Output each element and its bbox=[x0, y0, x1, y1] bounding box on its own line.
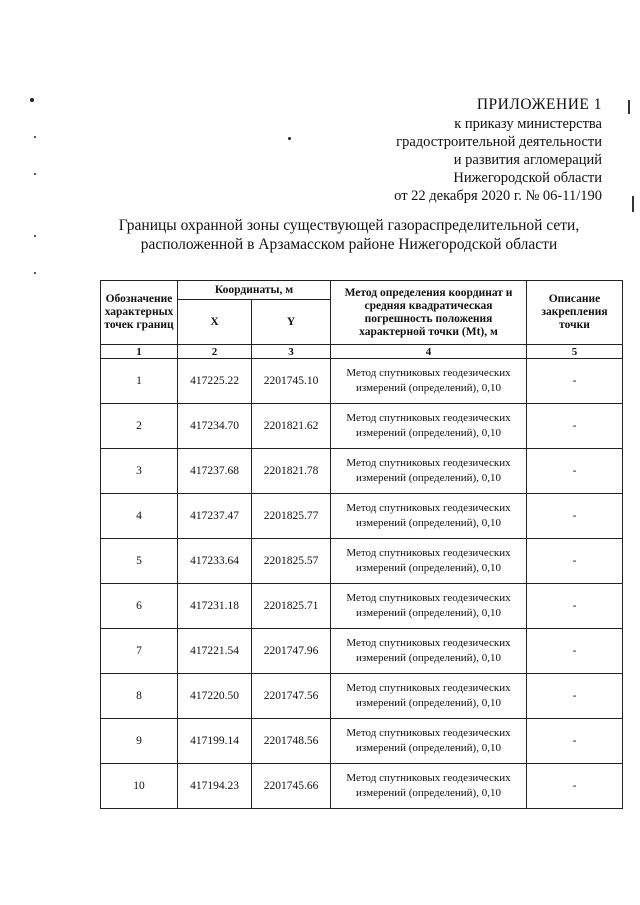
document-title bbox=[0, 216, 640, 254]
coordinate-x: 417231.18 bbox=[178, 584, 252, 629]
description-cell: - bbox=[527, 449, 623, 494]
coordinates-table bbox=[100, 280, 623, 809]
method-cell: Метод спутниковых геодезических измерений (определений), 0,10 bbox=[331, 764, 527, 809]
scan-speck bbox=[34, 136, 36, 138]
method-cell: Метод спутниковых геодезических измерений (определений), 0,10 bbox=[331, 719, 527, 764]
coordinate-x: 417225.22 bbox=[178, 359, 252, 404]
appendix-title: ПРИЛОЖЕНИЕ 1 bbox=[476, 96, 602, 113]
appendix-line: градостроительной деятельности bbox=[396, 134, 602, 150]
coordinate-y: 2201825.71 bbox=[252, 584, 331, 629]
appendix-header bbox=[322, 96, 602, 205]
column-number: 4 bbox=[331, 345, 527, 359]
scan-edge-mark bbox=[632, 196, 634, 212]
appendix-line: к приказу министерства bbox=[454, 116, 602, 132]
appendix-line: и развития агломераций bbox=[453, 152, 602, 168]
scan-speck bbox=[34, 173, 36, 175]
header-coordinates: Координаты, м bbox=[178, 281, 331, 300]
coordinate-y: 2201821.62 bbox=[252, 404, 331, 449]
column-number: 1 bbox=[101, 345, 178, 359]
coordinate-y: 2201821.78 bbox=[252, 449, 331, 494]
description-cell: - bbox=[527, 404, 623, 449]
coordinate-x: 417220.50 bbox=[178, 674, 252, 719]
point-number: 1 bbox=[101, 359, 178, 404]
coordinate-y: 2201748.56 bbox=[252, 719, 331, 764]
description-cell: - bbox=[527, 494, 623, 539]
description-cell: - bbox=[527, 629, 623, 674]
appendix-order-date: от 22 декабря 2020 г. № 06-11/190 bbox=[394, 188, 602, 204]
method-cell: Метод спутниковых геодезических измерений (определений), 0,10 bbox=[331, 494, 527, 539]
coordinate-x: 417233.64 bbox=[178, 539, 252, 584]
point-number: 8 bbox=[101, 674, 178, 719]
table-row bbox=[101, 584, 623, 629]
description-cell: - bbox=[527, 764, 623, 809]
header-description: Описание закрепления точки bbox=[527, 281, 623, 345]
coordinate-x: 417194.23 bbox=[178, 764, 252, 809]
column-number: 5 bbox=[527, 345, 623, 359]
point-number: 7 bbox=[101, 629, 178, 674]
point-number: 6 bbox=[101, 584, 178, 629]
description-cell: - bbox=[527, 359, 623, 404]
coordinate-y: 2201745.10 bbox=[252, 359, 331, 404]
point-number: 3 bbox=[101, 449, 178, 494]
appendix-line: Нижегородской области bbox=[453, 170, 602, 186]
description-cell: - bbox=[527, 719, 623, 764]
coordinate-y: 2201825.77 bbox=[252, 494, 331, 539]
coordinate-x: 417237.68 bbox=[178, 449, 252, 494]
method-cell: Метод спутниковых геодезических измерений (определений), 0,10 bbox=[331, 449, 527, 494]
method-cell: Метод спутниковых геодезических измерений (определений), 0,10 bbox=[331, 359, 527, 404]
point-number: 4 bbox=[101, 494, 178, 539]
column-number: 3 bbox=[252, 345, 331, 359]
coordinate-x: 417221.54 bbox=[178, 629, 252, 674]
header-method: Метод определения координат и средняя квадратическая погрешность положения характерной точки (Mt), м bbox=[331, 281, 527, 345]
description-cell: - bbox=[527, 674, 623, 719]
coordinate-x: 417199.14 bbox=[178, 719, 252, 764]
table-row bbox=[101, 539, 623, 584]
method-cell: Метод спутниковых геодезических измерений (определений), 0,10 bbox=[331, 629, 527, 674]
coordinate-y: 2201825.57 bbox=[252, 539, 331, 584]
coordinate-y: 2201745.66 bbox=[252, 764, 331, 809]
point-number: 10 bbox=[101, 764, 178, 809]
method-cell: Метод спутниковых геодезических измерений (определений), 0,10 bbox=[331, 674, 527, 719]
document-title-line: расположенной в Арзамасском районе Нижегородской области bbox=[140, 236, 558, 253]
description-cell: - bbox=[527, 539, 623, 584]
column-number: 2 bbox=[178, 345, 252, 359]
method-cell: Метод спутниковых геодезических измерений (определений), 0,10 bbox=[331, 539, 527, 584]
scan-speck bbox=[30, 98, 34, 102]
header-y: Y bbox=[252, 300, 331, 345]
point-number: 2 bbox=[101, 404, 178, 449]
header-x: X bbox=[178, 300, 252, 345]
document-title-line: Границы охранной зоны существующей газораспределительной сети, bbox=[118, 217, 580, 234]
coordinate-x: 417234.70 bbox=[178, 404, 252, 449]
point-number: 9 bbox=[101, 719, 178, 764]
scan-edge-mark bbox=[628, 100, 630, 114]
method-cell: Метод спутниковых геодезических измерений (определений), 0,10 bbox=[331, 404, 527, 449]
coordinate-y: 2201747.56 bbox=[252, 674, 331, 719]
method-cell: Метод спутниковых геодезических измерений (определений), 0,10 bbox=[331, 584, 527, 629]
point-number: 5 bbox=[101, 539, 178, 584]
table-row bbox=[101, 629, 623, 674]
coordinate-y: 2201747.96 bbox=[252, 629, 331, 674]
scan-speck bbox=[34, 272, 36, 274]
coordinate-x: 417237.47 bbox=[178, 494, 252, 539]
table-row bbox=[101, 764, 623, 809]
scan-speck bbox=[288, 137, 291, 140]
table-row bbox=[101, 449, 623, 494]
table-row bbox=[101, 359, 623, 404]
table-row bbox=[101, 719, 623, 764]
table-row bbox=[101, 674, 623, 719]
table-row bbox=[101, 494, 623, 539]
table-row bbox=[101, 404, 623, 449]
header-designation: Обозначение характерных точек границ bbox=[101, 281, 178, 345]
description-cell: - bbox=[527, 584, 623, 629]
